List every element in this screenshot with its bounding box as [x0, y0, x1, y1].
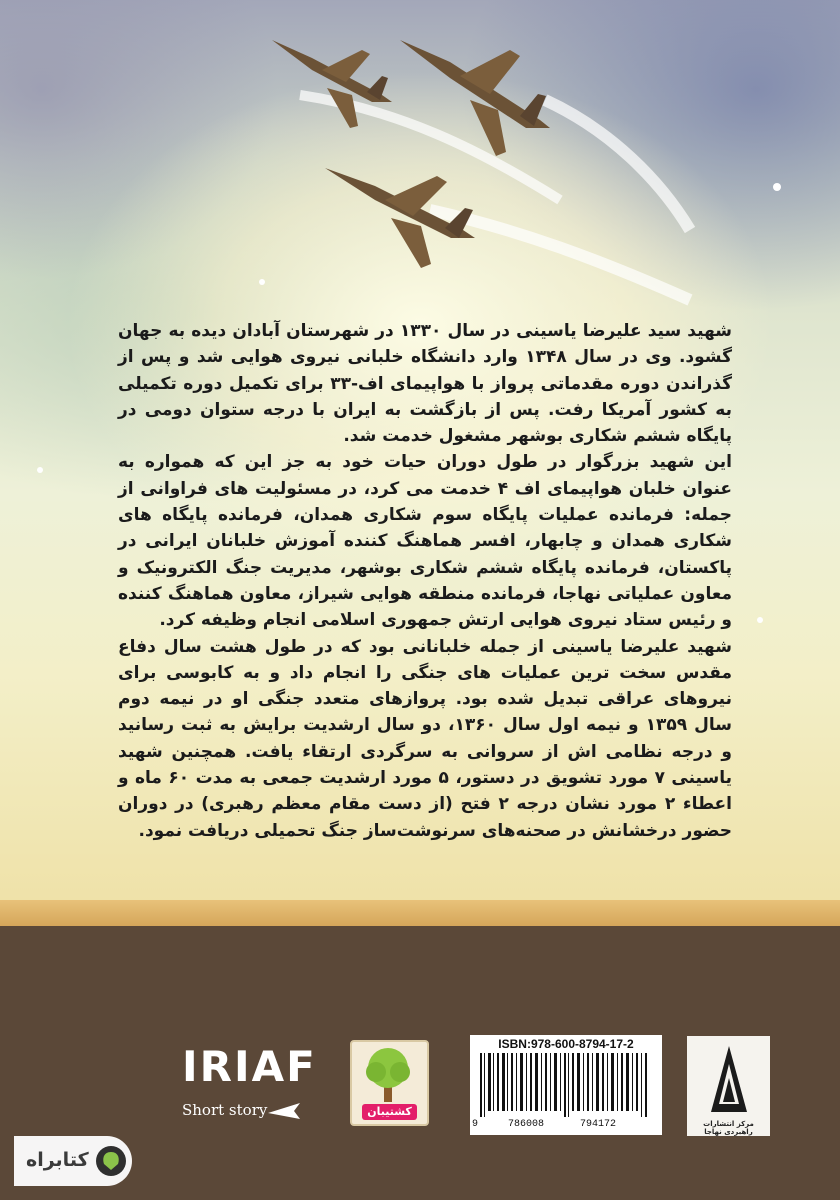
ketabrah-logo-icon	[94, 1144, 128, 1178]
tree-icon	[358, 1046, 418, 1104]
barcode-digit-prefix: 9	[472, 1119, 479, 1130]
contrail	[545, 100, 690, 230]
synopsis	[118, 318, 732, 844]
barcode	[470, 1035, 662, 1135]
contrail	[430, 210, 690, 300]
publisher-name: مرکز انتشارات راهبردی نهاجا	[703, 1120, 754, 1136]
kids-logo-label: کشتیبان	[362, 1104, 417, 1120]
iriaf-logo-text: IRIAF	[182, 1042, 317, 1091]
publisher-emblem-icon	[709, 1044, 749, 1114]
ketabrah-watermark	[14, 1136, 132, 1186]
synopsis-paragraph: این شهید بزرگوار در طول دوران حیات خود به جز این که همواره به عنوان خلبان هواپیمای اف ۴ خدمت می کرد، در مسئولیت های فراوانی از جمله: فرمانده عملیات پایگاه سوم شکاری همدان، فرمانده پایگاه های شکاری همدان و چابهار، افسر هماهنگ کننده آموزش خلبانان ایرانی در پاکستان، فرمانده پایگاه ششم شکاری بوشهر، مدیریت جنگ الکترونیک و معاون عملیاتی نهاجا، فرمانده منطقه هوایی شیراز، معاون هماهنگ کننده و رئیس ستاد نیروی هوایی ارتش جمهوری اسلامی انجام وظیفه کرد.	[118, 452, 732, 631]
isbn-label: ISBN:978-600-8794-17-2	[498, 1037, 634, 1051]
kids-publisher-logo	[350, 1040, 429, 1126]
iriaf-logo	[182, 1042, 317, 1131]
gold-divider	[0, 900, 840, 926]
publisher-logo	[687, 1036, 770, 1136]
sparkle	[773, 183, 781, 191]
iriaf-subtitle: Short story	[182, 1101, 268, 1119]
sparkle	[757, 617, 763, 623]
barcode-digits-left: 786008	[508, 1119, 545, 1130]
sparkle	[37, 467, 43, 473]
ketabrah-text: کتابراه	[26, 1149, 89, 1171]
barcode-icon	[480, 1053, 652, 1117]
synopsis-paragraph: شهید سید علیرضا یاسینی در سال ۱۳۳۰ در شهرستان آبادان دیده به جهان گشود. وی در سال ۱۳۴۸ وارد دانشگاه خلبانی نیروی هوایی شد و پس از گذراندن دوره مقدماتی پرواز با هواپیمای اف-۳۳ برای تکمیل دوره تکمیلی به کشور آمریکا رفت. پس از بازگشت به ایران با درجه ستوان دومی در پایگاه ششم شکاری بوشهر مشغول خدمت شد.	[118, 321, 733, 447]
barcode-digits-right: 794172	[580, 1119, 617, 1130]
sparkle	[259, 279, 265, 285]
plane-icon	[266, 1099, 302, 1121]
synopsis-paragraph: شهید علیرضا یاسینی از جمله خلبانانی بود که در طول هشت سال دفاع مقدس سخت ترین عملیات های جنگی را انجام داد و به کابوسی برای نیروهای عراقی تبدیل شده بود. پروازهای متعدد جنگی او در نیمه دوم سال ۱۳۵۹ و نیمه اول سال ۱۳۶۰، دو سال ارشدیت برایش به ثبت رسانید و درجه نظامی اش از سروانی به سرگردی ارتقاء یافت. همچنین شهید یاسینی ۷ مورد تشویق در دستور، ۵ مورد ارشدیت جمعی به مدت ۶۰ ماه و اعطاء ۲ مورد نشان درجه ۲ فتح (از دست مقام معظم رهبری) در دوران حضور درخشانش در صحنه‌های سرنوشت‌ساز جنگ تحمیلی دریافت نمود.	[118, 636, 733, 841]
fighter-jet-icon	[400, 40, 550, 156]
